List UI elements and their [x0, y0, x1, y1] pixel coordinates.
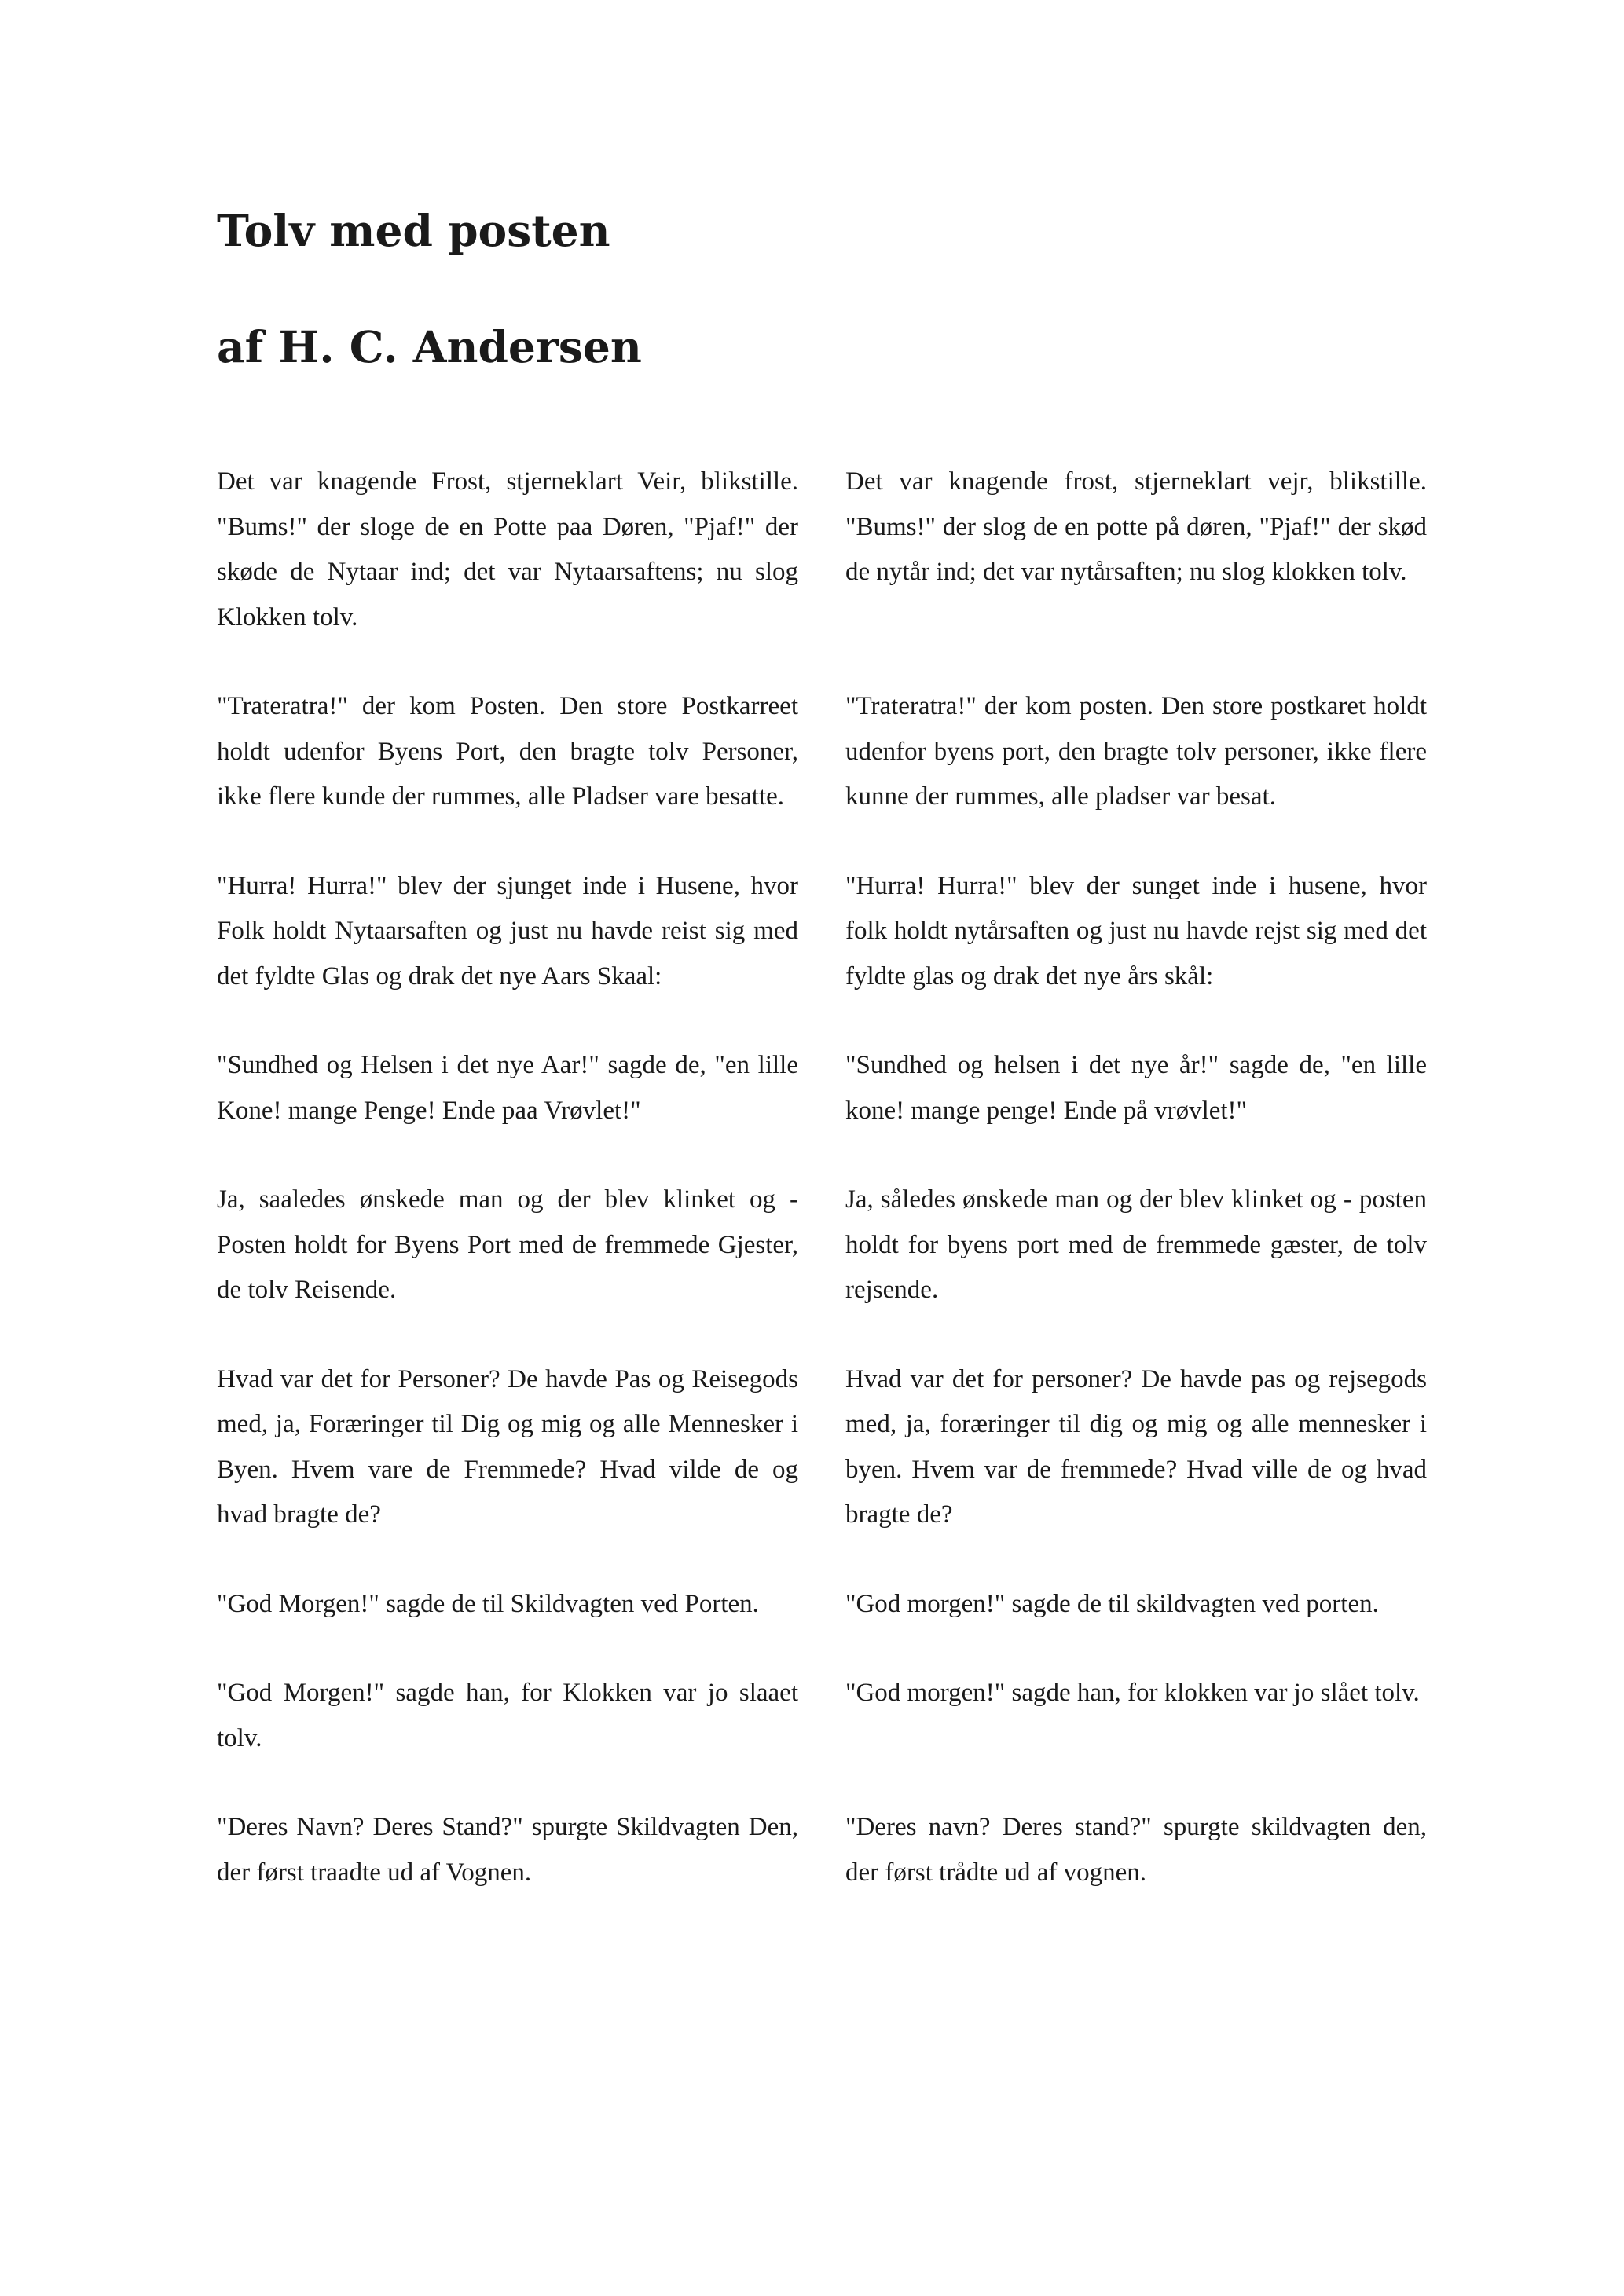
paragraph-row	[217, 460, 1427, 640]
document-title: Tolv med posten	[217, 205, 610, 256]
original-paragraph: "Deres Navn? Deres Stand?" spurgte Skildvagten Den, der først traadte ud af Vognen.	[217, 1813, 798, 1887]
paragraph-row	[217, 1043, 1427, 1133]
modern-paragraph: "Deres navn? Deres stand?" spurgte skildvagten den, der først trådte ud af vognen.	[845, 1813, 1427, 1887]
modern-paragraph: Det var knagende frost, stjerneklart vejr, blikstille. "Bums!" der slog de en potte på døren, "Pjaf!" der skød de nytår ind; det var nytårsaften; nu slog klokken tolv.	[845, 467, 1427, 586]
modern-paragraph: Hvad var det for personer? De havde pas og rejsegods med, ja, foræringer til dig og mig og alle mennesker i byen. Hvem var de fremmede? Hvad ville de og hvad bragte de?	[845, 1364, 1427, 1529]
modern-paragraph: "God morgen!" sagde de til skildvagten ved porten.	[845, 1589, 1379, 1618]
paragraph-row	[217, 1671, 1427, 1761]
modern-paragraph: "Hurra! Hurra!" blev der sunget inde i husene, hvor folk holdt nytårsaften og just nu havde rejst sig med det fyldte glas og drak det nye års skål:	[845, 871, 1427, 991]
original-paragraph: "Sundhed og Helsen i det nye Aar!" sagde de, "en lille Kone! mange Penge! Ende paa Vrøvlet!"	[217, 1051, 798, 1125]
original-paragraph: "Trateratra!" der kom Posten. Den store Postkarreet holdt udenfor Byens Port, den bragte tolv Personer, ikke flere kunde der rummes, alle Pladser vare besatte.	[217, 692, 798, 811]
original-paragraph: "Hurra! Hurra!" blev der sjunget inde i Husene, hvor Folk holdt Nytaarsaften og just nu havde reist sig med det fyldte Glas og drak det nye Aars Skaal:	[217, 871, 798, 991]
modern-paragraph: Ja, således ønskede man og der blev klinket og - posten holdt for byens port med de fremmede gæster, de tolv rejsende.	[845, 1185, 1427, 1304]
modern-paragraph: "Trateratra!" der kom posten. Den store postkaret holdt udenfor byens port, den bragte tolv personer, ikke flere kunne der rummes, alle pladser var besat.	[845, 692, 1427, 811]
paragraph-row	[217, 864, 1427, 1000]
modern-paragraph: "God morgen!" sagde han, for klokken var jo slået tolv.	[845, 1679, 1420, 1707]
original-paragraph: Det var knagende Frost, stjerneklart Veir, blikstille. "Bums!" der sloge de en Potte paa Døren, "Pjaf!" der skøde de Nytaar ind; det var Nytaarsaftens; nu slog Klokken tolv.	[217, 467, 798, 632]
original-paragraph: Ja, saaledes ønskede man og der blev klinket og - Posten holdt for Byens Port med de fremmede Gjester, de tolv Reisende.	[217, 1185, 798, 1304]
original-paragraph: "God Morgen!" sagde de til Skildvagten ved Porten.	[217, 1589, 759, 1618]
paragraph-row	[217, 1357, 1427, 1538]
paragraph-row	[217, 1805, 1427, 1895]
original-paragraph: Hvad var det for Personer? De havde Pas og Reisegods med, ja, Foræringer til Dig og mig og alle Mennesker i Byen. Hvem vare de Fremmede? Hvad vilde de og hvad bragte de?	[217, 1364, 798, 1529]
modern-paragraph: "Sundhed og helsen i det nye år!" sagde de, "en lille kone! mange penge! Ende på vrøvlet!"	[845, 1051, 1427, 1125]
paragraph-row	[217, 1582, 1427, 1628]
parallel-text	[217, 460, 1427, 1939]
author-line: af H. C. Andersen	[217, 321, 642, 372]
original-paragraph: "God Morgen!" sagde han, for Klokken var jo slaaet tolv.	[217, 1679, 798, 1752]
paragraph-row	[217, 1177, 1427, 1313]
paragraph-row	[217, 684, 1427, 820]
